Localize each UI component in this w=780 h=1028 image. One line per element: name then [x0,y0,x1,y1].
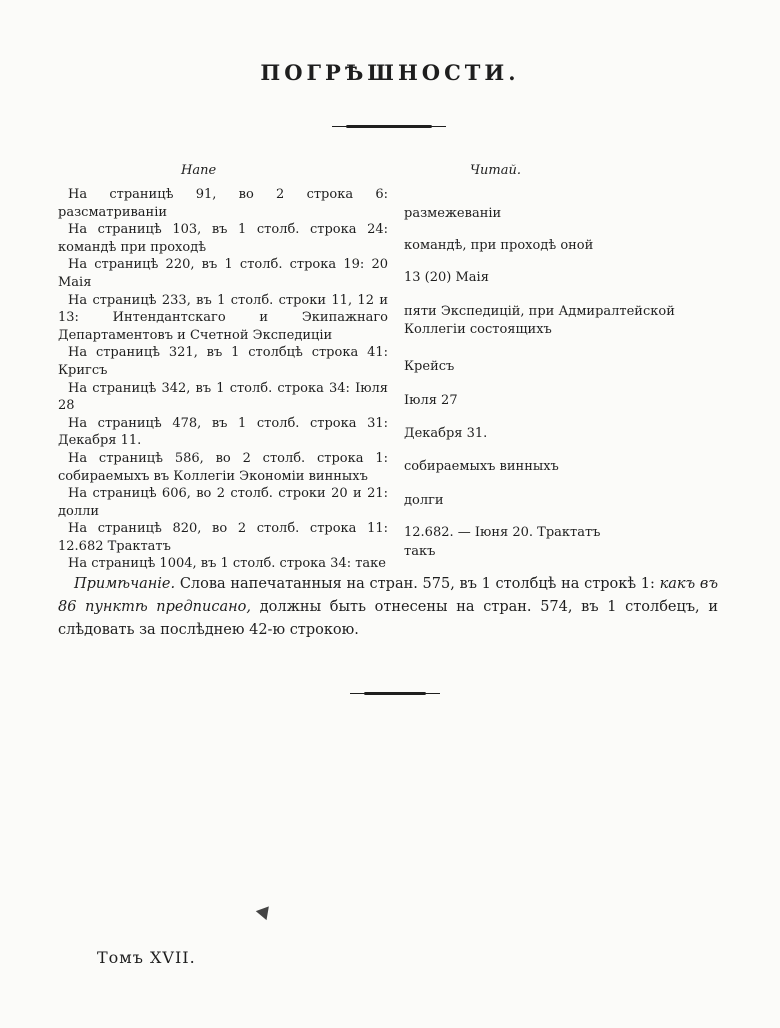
note-paragraph [58,573,718,642]
erratum-read: размежеваніи [404,206,502,221]
column-header-printed: Напе [181,163,217,178]
erratum-printed: На страницѣ 820, во 2 столб. строка 11: 12.682 Трактатъ [58,521,388,554]
closing-rule [364,692,426,695]
erratum-read: долги [404,493,444,508]
erratum-printed: На страницѣ 91, во 2 строка 6: разсматриваніи [58,187,388,220]
erratum-read: собираемыхъ винныхъ [404,459,559,474]
erratum-printed: На страницѣ 586, во 2 столб. строка 1: собираемыхъ въ Коллегіи Экономіи винныхъ [58,450,388,484]
erratum-printed: На страницѣ 103, въ 1 столб. строка 24: командѣ при проходѣ [58,222,388,255]
erratum-printed: На страницѣ 478, въ 1 столб. строка 31: Декабря 11. [58,415,388,449]
erratum-printed: На страницѣ 342, въ 1 столб. строка 34: Іюля 28 [58,380,388,414]
erratum-read: Крейсъ [404,359,455,374]
erratum-read: 12.682. — Іюня 20. Трактатъ [404,525,601,540]
note-label: Примѣчаніе. [74,576,176,592]
note-text: должны быть отнесены на стран. 574, въ 1 столбецъ, и слѣдовать за послѣднею 42-ю строкою. [58,599,718,638]
erratum-read: Декабря 31. [404,426,488,441]
note-quote: какъ въ 86 пунктѣ предписано, [58,576,719,615]
note-text: Слова напечатанныя на стран. 575, въ 1 столбцѣ на строкѣ 1: [175,576,660,592]
page-title: ПОГРѢШНОСТИ. [260,60,520,85]
errata-printed-column [58,186,388,573]
erratum-read: 13 (20) Маія [404,270,489,285]
column-header-read: Читай. [470,163,522,178]
erratum-read: командѣ, при проходѣ оной [404,238,594,253]
erratum-printed: На страницѣ 321, въ 1 столбцѣ строка 41: Кригсъ [58,345,388,378]
erratum-read: такъ [404,544,436,559]
erratum-read: Іюля 27 [404,393,458,408]
title-rule [346,125,432,128]
erratum-printed: На страницѣ 1004, въ 1 столб. строка 34: таке [68,556,386,572]
erratum-printed: На страницѣ 606, во 2 столб. строки 20 и 21: долли [58,486,388,519]
erratum-printed: На страницѣ 233, въ 1 столб. строки 11, 12 и 13: Интендантскаго и Экипажнаго Департаментовъ и Счетной Экспедиціи [58,292,388,343]
erratum-printed: На страницѣ 220, въ 1 столб. строка 19: 20 Маія [58,257,388,290]
ink-speck [256,902,274,920]
volume-footer: Томъ XVII. [97,948,196,967]
erratum-read: пяти Экспедицій, при Адмиралтейской Коллегіи состоящихъ [404,304,675,337]
